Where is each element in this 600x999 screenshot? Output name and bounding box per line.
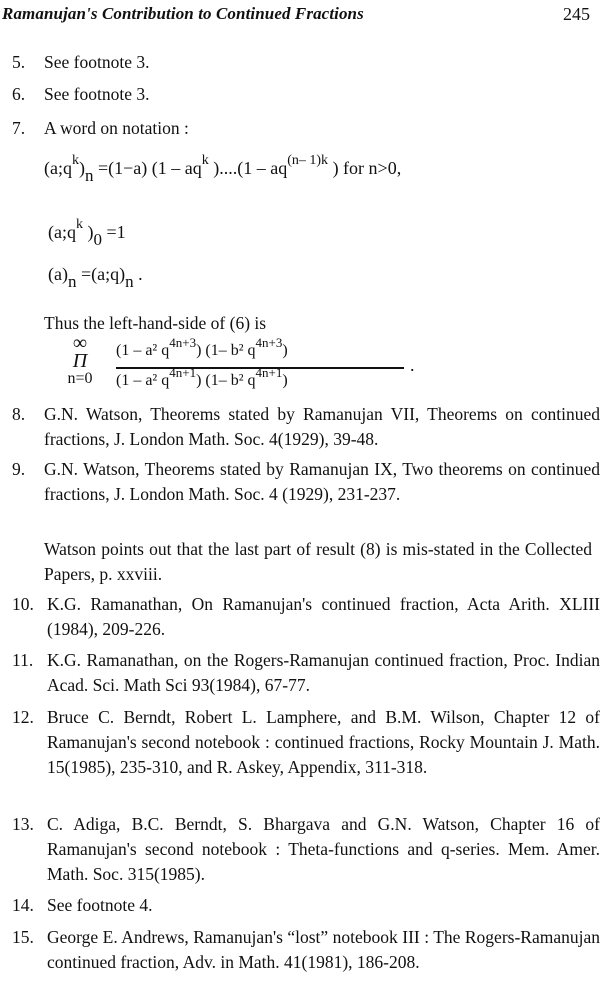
running-title: Ramanujan's Contribution to Continued Fractions: [2, 4, 364, 23]
equation-shorthand: (a)n =(a;q)n .: [48, 264, 143, 291]
footnote-text: George E. Andrews, Ramanujan's “lost” notebook III : The Rogers-Ramanujan continued fraction, Adv. in Math. 41(1981), 186-208.: [47, 927, 600, 972]
footnote-text: K.G. Ramanathan, on the Rogers-Ramanujan continued fraction, Proc. Indian Acad. Sci. Math Sci 93(1984), 67-77.: [47, 650, 600, 695]
fraction-period: .: [410, 355, 415, 375]
footnote-text: Bruce C. Berndt, Robert L. Lamphere, and B.M. Wilson, Chapter 12 of Ramanujan's second notebook : continued fractions, Rocky Mountain J. Math. 15(1985), 235-310, and R. Askey, Appendix, 311-318.: [47, 707, 600, 777]
watson-paragraph: Watson points out that the last part of result (8) is mis-stated in the Collected Papers, p. xxviii.: [44, 539, 592, 584]
footnote-number: 11.: [12, 650, 34, 670]
footnote-text: See footnote 3.: [44, 84, 150, 104]
footnote-6: [12, 82, 592, 107]
page-number: 245: [563, 4, 590, 24]
equation-base-case: ($a;q^k$ )0 =1: [48, 217, 126, 249]
thus-line: Thus the left-hand-side of (6) is: [44, 313, 267, 333]
footnote-9: [12, 457, 600, 504]
footnote-number: 5.: [12, 52, 26, 72]
footnote-number: 12.: [12, 707, 34, 727]
footnote-text: K.G. Ramanathan, On Ramanujan's continued fraction, Acta Arith. XLIII (1984), 209-226.: [47, 594, 600, 639]
fraction-denominator: (1 – a² $q^{4n+1}$) (1– b² $q^{4n+1}$): [116, 365, 288, 389]
footnote-13: [12, 812, 600, 884]
footnote-number: 8.: [12, 404, 26, 424]
footnote-number: 15.: [12, 927, 34, 947]
equation-pochhammer-k: $(a;q^k)n =(1-a)$ ($1 - aq^k$ )$....(1 - aq^{(n- 1)k}$ ) for n>0,: [44, 153, 402, 185]
page-header: [0, 4, 590, 30]
footnote-number: 9.: [12, 459, 26, 479]
footnote-15: [12, 925, 600, 972]
footnote-text: G.N. Watson, Theorems stated by Ramanujan VII, Theorems on continued fractions, J. London Math. Soc. 4(1929), 39-48.: [44, 404, 600, 449]
footnote-text: G.N. Watson, Theorems stated by Ramanujan IX, Two theorems on continued fractions, J. London Math. Soc. 4 (1929), 231-237.: [44, 459, 600, 504]
fraction-numerator: (1 – a² $q^{4n+3}$) (1– b² $q^{4n+3}$): [116, 335, 288, 359]
footnote-text: See footnote 3.: [44, 52, 150, 72]
footnote-14: [12, 893, 592, 918]
footnote-number: 7.: [12, 118, 26, 138]
infinite-product-symbol: ∞ Π n=0: [67, 332, 93, 387]
footnote-12: [12, 705, 600, 777]
footnote-text: C. Adiga, B.C. Berndt, S. Bhargava and G.N. Watson, Chapter 16 of Ramanujan's second notebook : Theta-functions and q-series. Mem. Amer. Math. Soc. 315(1985).: [47, 814, 600, 884]
footnote-7: [12, 116, 592, 141]
footnote-number: 10.: [12, 594, 34, 614]
footnote-number: 14.: [12, 895, 34, 915]
footnote-10: [12, 592, 600, 639]
footnote-number: 6.: [12, 84, 26, 104]
footnote-number: 13.: [12, 814, 34, 834]
footnote-11: [12, 648, 600, 695]
footnote-5: [12, 50, 592, 75]
footnote-text: A word on notation :: [44, 118, 189, 138]
footnote-text: See footnote 4.: [47, 895, 153, 915]
footnote-8: [12, 402, 600, 449]
